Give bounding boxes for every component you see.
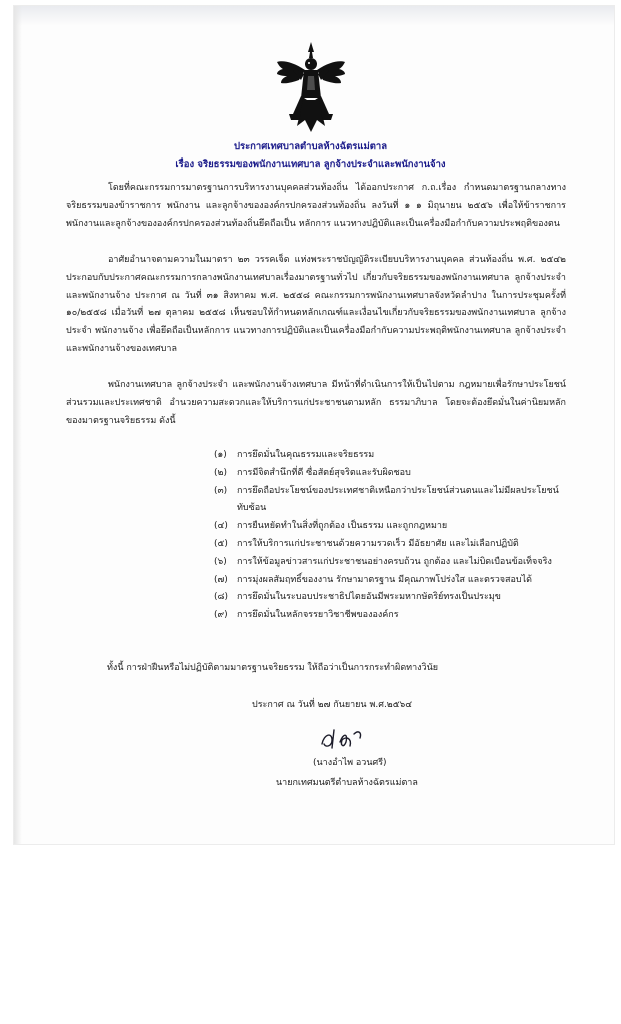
- list-text: การยึดมั่นในระบอบประชาธิปไตยอันมีพระมหากษัตริย์ทรงเป็นประมุข: [237, 592, 501, 603]
- list-text: การยึดถือประโยชน์ของประเทศชาติเหนือกว่าประโยชน์ส่วนตนและไม่มีผลประโยชน์ทับซ้อน: [237, 485, 559, 514]
- announcement-title: ประกาศเทศบาลตำบลห้างฉัตรแม่ตาล: [233, 141, 388, 152]
- list-number: (๘): [214, 592, 228, 603]
- announcement-subject: เรื่อง จริยธรรมของพนักงานเทศบาล ลูกจ้างประจำและพนักงานจ้าง: [175, 159, 446, 170]
- list-text: การให้บริการแก่ประชาชนด้วยความรวดเร็ว มีอัธยาศัย และไม่เลือกปฏิบัติ: [237, 538, 519, 549]
- list-text: การยึดมั่นในหลักจรรยาวิชาชีพขององค์กร: [237, 610, 399, 621]
- list-number: (๒): [214, 467, 227, 478]
- scan-shadow-left: [14, 6, 22, 844]
- list-number: (๙): [214, 610, 228, 621]
- list-item: [0, 607, 621, 625]
- list-item: [0, 518, 621, 536]
- list-text: การยืนหยัดทำในสิ่งที่ถูกต้อง เป็นธรรม และถูกกฎหมาย: [237, 521, 448, 532]
- list-number: (๑): [214, 450, 227, 460]
- signer-title: นายกเทศมนตรีตำบลห้างฉัตรแม่ตาล: [276, 778, 418, 788]
- list-number: (๖): [214, 556, 227, 567]
- announcement-date: ประกาศ ณ วันที่ ๒๗ กันยายน พ.ศ.๒๕๖๔: [252, 700, 413, 710]
- list-number: (๕): [214, 538, 228, 549]
- list-number: (๓): [214, 485, 228, 496]
- list-item: [0, 536, 621, 554]
- list-text: การให้ข้อมูลข่าวสารแก่ประชาชนอย่างครบถ้วน ถูกต้อง และไม่บิดเบือนข้อเท็จจริง: [237, 556, 552, 567]
- paragraph-3: พนักงานเทศบาล ลูกจ้างประจำ และพนักงานจ้างเทศบาล มีหน้าที่ดำเนินการให้เป็นไปตาม กฎหมายเพื่อรักษาประโยชน์ส่วนรวมและประเทศชาติ อำนวยความสะดวกและให้บริการแก่ประชาชนตามหลัก ธรรมาภิบาล โดยจะต้องยึดมั่นในค่านิยมหลักของมาตรฐานจริยธรรม ดังนี้: [66, 380, 566, 426]
- garuda-emblem-icon: [271, 40, 351, 136]
- list-item: [0, 465, 621, 483]
- list-text: การมุ่งผลสัมฤทธิ์ของงาน รักษามาตรฐาน มีคุณภาพโปร่งใส และตรวจสอบได้: [237, 574, 533, 585]
- list-text: การยึดมั่นในคุณธรรมและจริยธรรม: [237, 450, 375, 460]
- list-number: (๗): [214, 574, 228, 585]
- paragraph-2: อาศัยอำนาจตามความในมาตรา ๒๓ วรรคเจ็ด แห่งพระราชบัญญัติระเบียบบริหารงานบุคคล ส่วนท้องถิ่น พ.ศ. ๒๕๔๒ ประกอบกับประกาศคณะกรรมการกลางพนักงานเทศบาลเรื่องมาตรฐานทั่วไป เกี่ยวกับจริยธรรมของพนักงานเทศบาล ลูกจ้างประจำ และพนักงานจ้าง ประกาศ ณ วันที่ ๓๑ สิงหาคม พ.ศ. ๒๕๕๘ คณะกรรมการพนักงานเทศบาลจังหวัดลำปาง ในการประชุมครั้งที่ ๑๐/๒๕๕๘ เมื่อวันที่ ๒๗ ตุลาคม ๒๕๕๘ เห็นชอบให้กำหนดหลักเกณฑ์และเงื่อนไขเกี่ยวกับจริยธรรมของพนักงานเทศบาล ลูกจ้างประจำ พนักงานจ้าง เพื่อยึดถือเป็นหลักการ แนวทางการปฏิบัติและเป็นเครื่องมือกำกับความประพฤติพนักงานเทศบาล ลูกจ้างประจำ และพนักงานจ้างของเทศบาล: [66, 255, 566, 354]
- closing-statement: ทั้งนี้ การฝ่าฝืนหรือไม่ปฏิบัติตามมาตรฐานจริยธรรม ให้ถือว่าเป็นการกระทำผิดทางวินัย: [107, 663, 439, 673]
- scan-shadow-top: [14, 6, 614, 26]
- ethics-values-list: [0, 447, 621, 625]
- list-item: [0, 572, 621, 590]
- signer-name: (นางอำไพ อวนศรี): [313, 758, 387, 768]
- handwritten-signature: [318, 724, 368, 754]
- list-item: [0, 589, 621, 607]
- list-item: [0, 447, 621, 465]
- list-number: (๔): [214, 521, 228, 532]
- list-item: [0, 554, 621, 572]
- paragraph-1: โดยที่คณะกรรมการมาตรฐานการบริหารงานบุคคลส่วนท้องถิ่น ได้ออกประกาศ ก.ถ.เรื่อง กำหนดมาตรฐานกลางทางจริยธรรมของข้าราชการ พนักงาน และลูกจ้างขององค์กรปกครองส่วนท้องถิ่น ลงวันที่ ๑ ๑ มิถุนายน ๒๕๕๖ เพื่อให้ข้าราชการ พนักงานและลูกจ้างขององค์กรปกครองส่วนท้องถิ่นยึดถือเป็น หลักการ แนวทางปฏิบัติและเป็นเครื่องมือกำกับความประพฤติของตน: [66, 183, 566, 229]
- list-item: [0, 483, 621, 519]
- list-text: การมีจิตสำนึกที่ดี ซื่อสัตย์สุจริตและรับผิดชอบ: [237, 467, 411, 478]
